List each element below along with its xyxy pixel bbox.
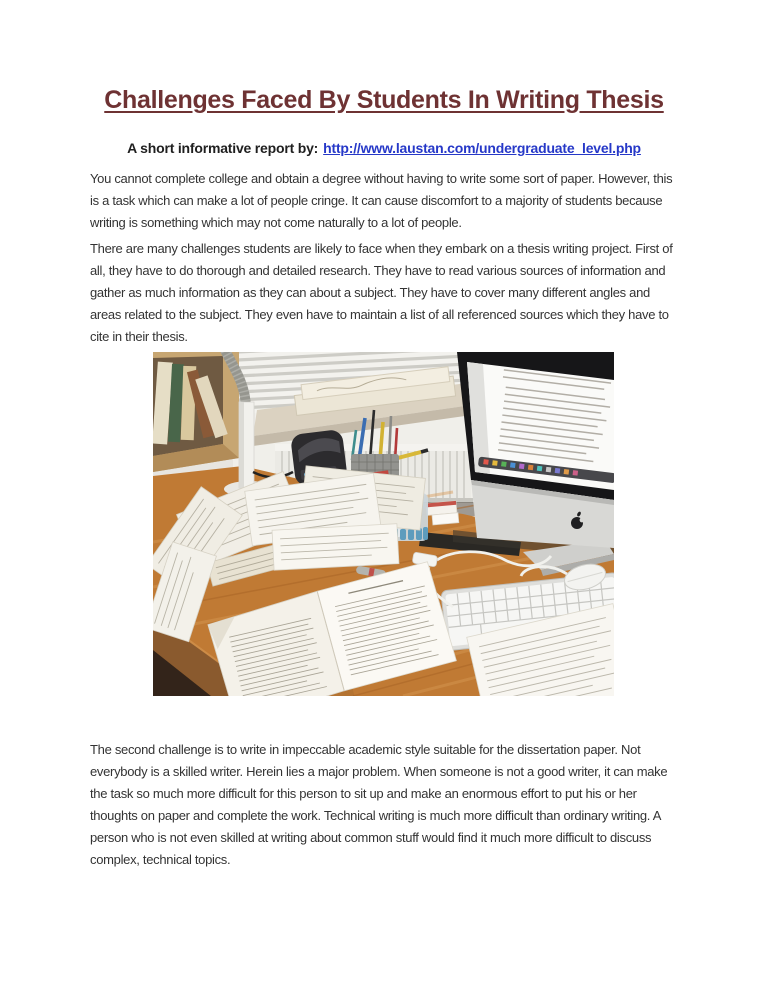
byline — [0, 140, 768, 156]
byline-link[interactable]: http://www.laustan.com/undergraduate_level.php — [323, 140, 641, 156]
desk-photo — [153, 352, 614, 696]
byline-prefix: A short informative report by: — [127, 140, 319, 156]
imac-computer-icon — [457, 352, 614, 548]
paragraph-intro: You cannot complete college and obtain a degree without having to write some sort of paper. However, this is a task which can make a lot of people cringe. It can cause discomfort to a majority of students because writing is something which may not come naturally to a lot of people. — [90, 171, 673, 230]
paragraph-research-challenge: There are many challenges students are likely to face when they embark on a thesis writing project. First of all, they have to do thorough and detailed research. They have to read various sources of information and gather as much information as they can about a subject. They have to cover many different angles and areas related to the subject. They even have to maintain a list of all referenced sources which they have to cite in their thesis. — [90, 241, 673, 344]
bookshelf-icon — [153, 352, 239, 472]
paragraph-writing-challenge: The second challenge is to write in impeccable academic style suitable for the dissertation paper. Not everybody is a skilled writer. Herein lies a major problem. When someone is not a good writer, it can make the task so much more difficult for this person to sit up and make an enormous effort to put his or her thoughts on paper and complete the work. Technical writing is much more difficult than ordinary writing. A person who is not even skilled at writing about common stuff would find it much more difficult to discuss complex, technical topics. — [90, 742, 668, 867]
page-title: Challenges Faced By Students In Writing Thesis — [104, 86, 664, 114]
